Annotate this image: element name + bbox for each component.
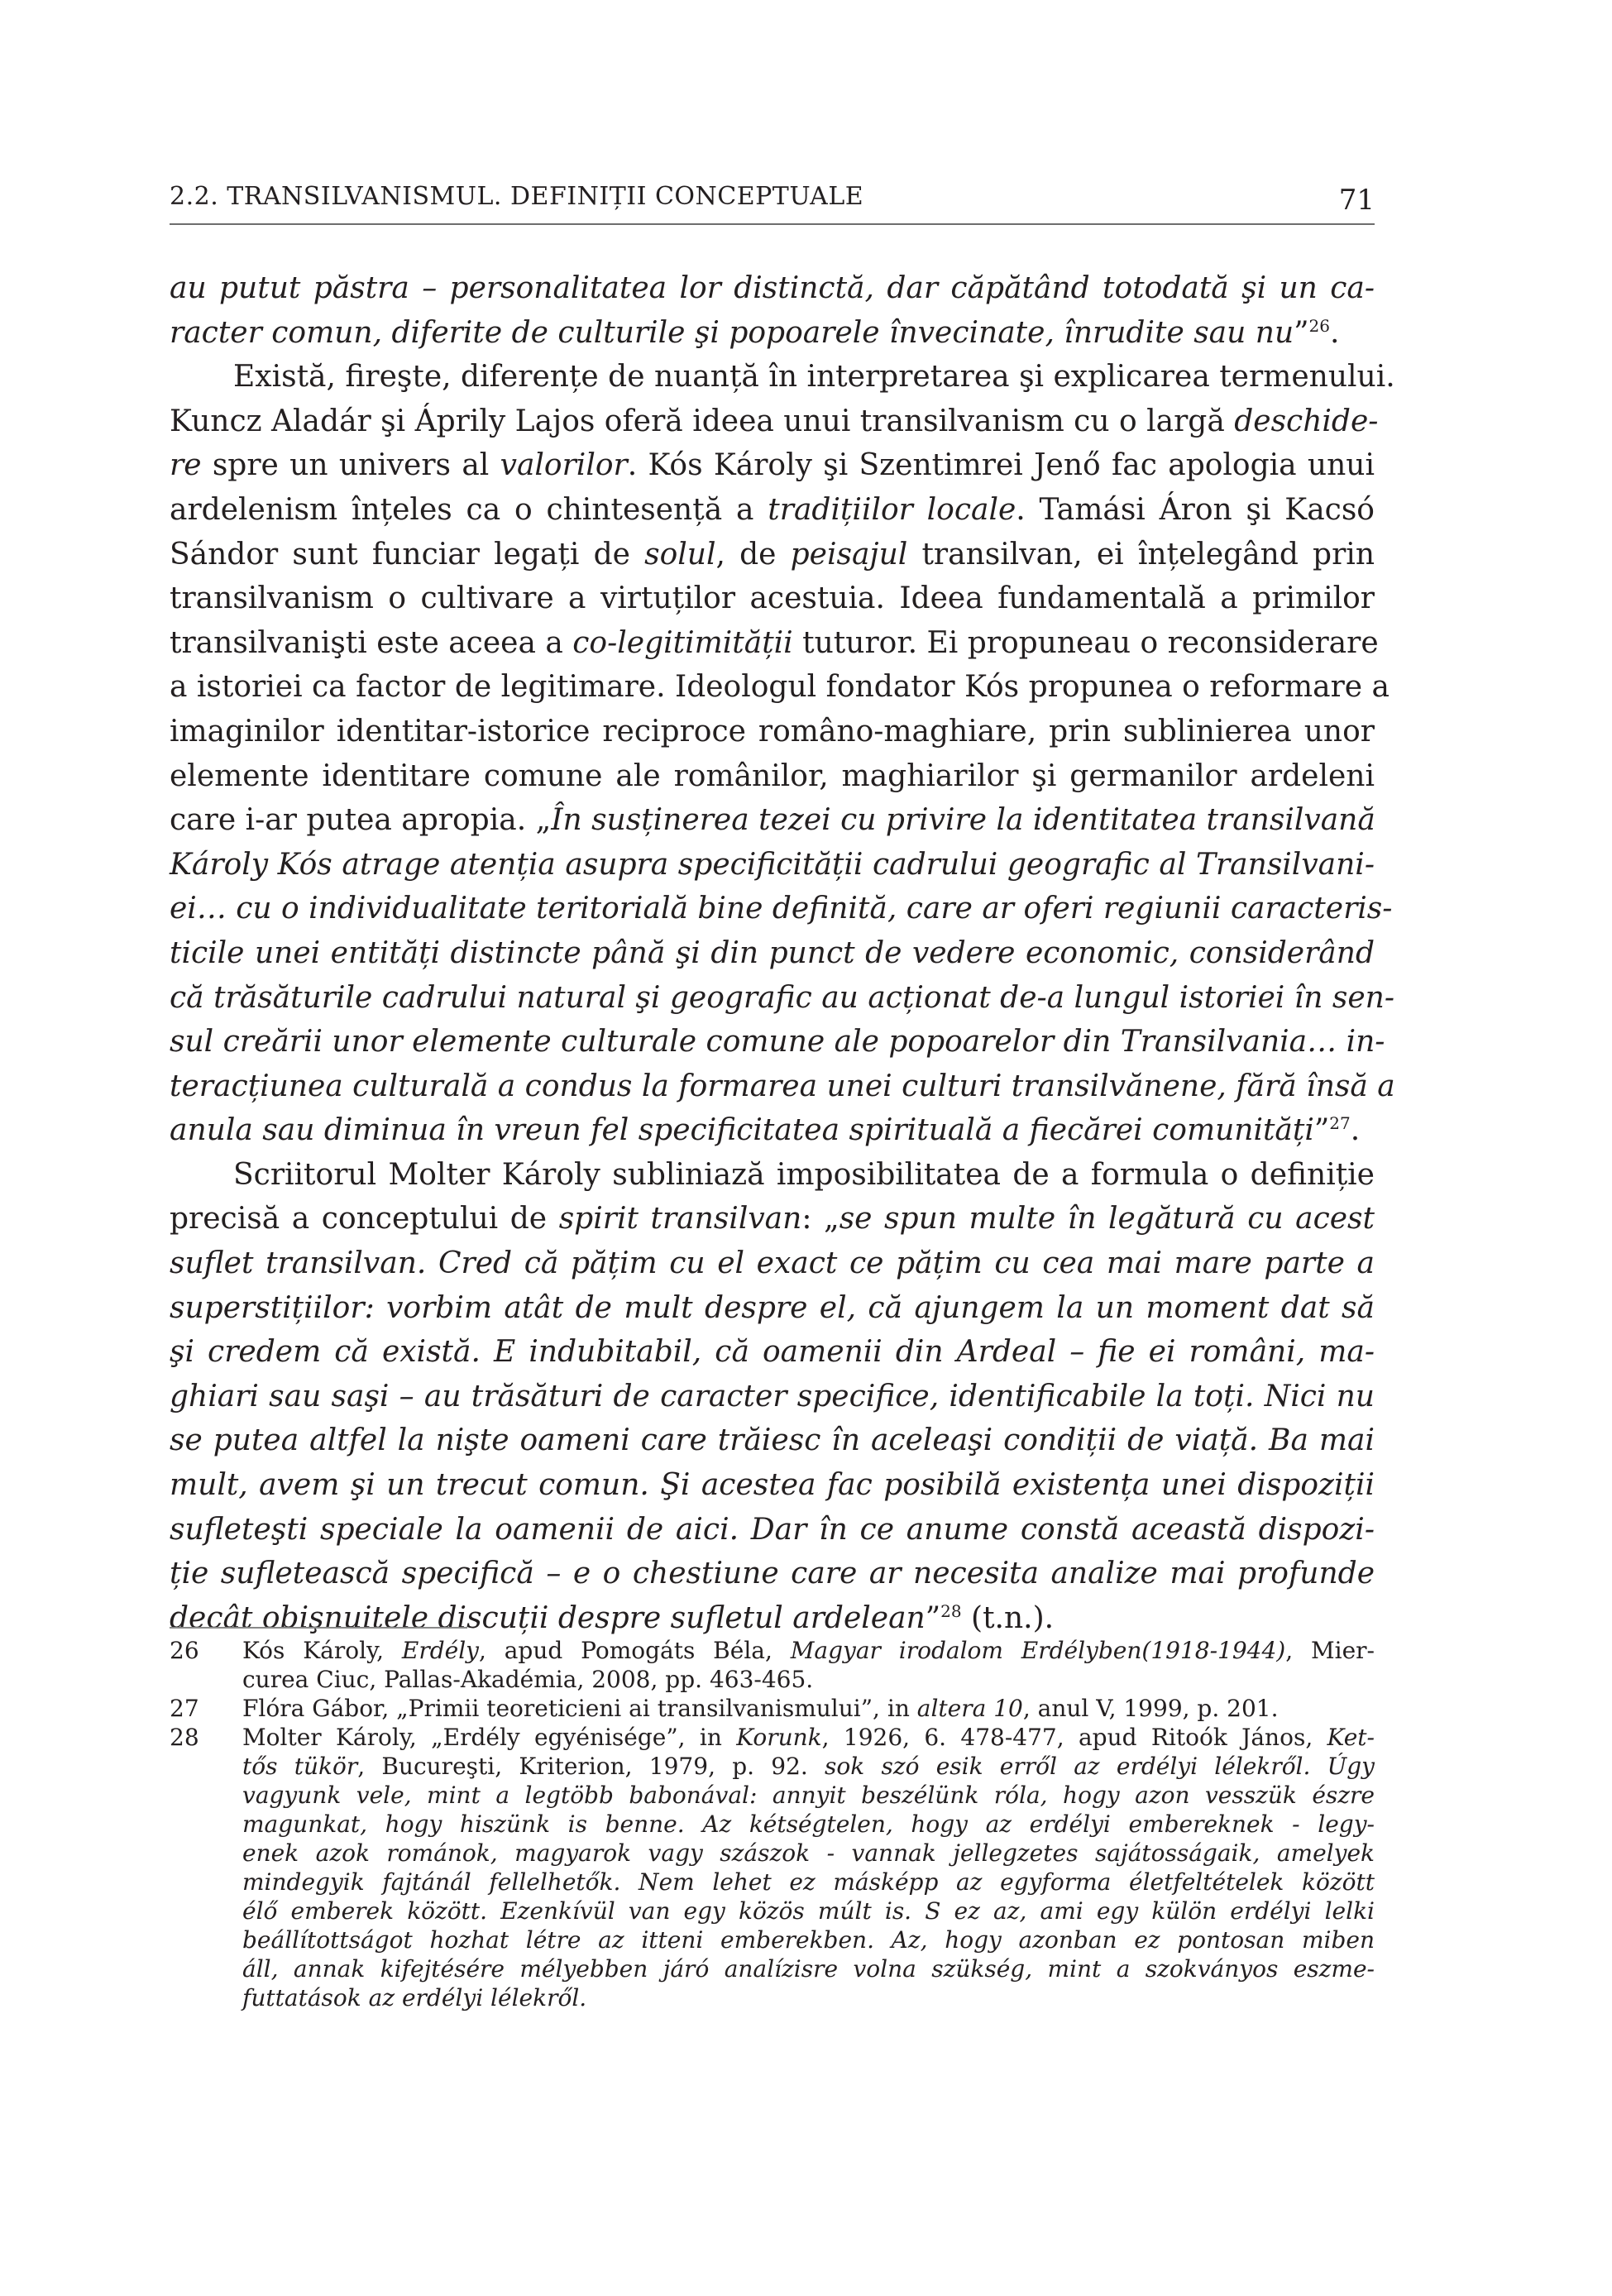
- italic-text: mindegyik fajtánál fellelhetők. Nem lehet ez másképp az egyforma életfeltételek között: [242, 1868, 1375, 1896]
- italic-text: peisajul: [790, 537, 908, 572]
- text-line: [170, 1508, 1375, 1552]
- text-line: [170, 1108, 1375, 1153]
- text-run: . Tamási Áron şi Kacsó: [1016, 492, 1375, 527]
- footnote-line: [242, 1954, 1375, 1983]
- italic-text: ízisre volna szükség, mint a szokványos eszme-: [774, 1955, 1375, 1983]
- italic-text: élő emberek között. Ezenkívül van egy közös múlt is. S ez az, ami egy külön erdélyi lelki: [242, 1897, 1375, 1925]
- text-line: [170, 710, 1375, 754]
- text-run: , 1926, 6. 478-477, apud Ritoók János,: [821, 1724, 1327, 1751]
- italic-text: superstițiilor: vorbim atât de mult despre el, că ajungem la un moment dat să: [170, 1290, 1375, 1325]
- text-run: . Kós Károly şi Szentimrei Jenő fac apologia unui: [627, 448, 1375, 483]
- text-run: Flóra Gábor, „Primii teoreticieni ai transilvanismului”, in: [242, 1695, 917, 1722]
- italic-text: ție sufletească specifică – e o chestiune care ar necesita analize mai profunde: [170, 1557, 1375, 1591]
- italic-text: solul: [644, 537, 716, 572]
- text-run: elemente identitare comune ale românilor, maghiarilor şi germanilor ardeleni: [170, 758, 1375, 793]
- footnote-line: [242, 1752, 1375, 1781]
- italic-text: se putea altfel la nişte oameni care trăiesc în aceleaşi condiții de viață. Ba mai: [170, 1423, 1375, 1458]
- italic-text: re: [170, 448, 202, 483]
- text-line: [170, 1197, 1375, 1241]
- text-run: spre un univers al: [201, 448, 500, 483]
- footnote-number: 28: [170, 1724, 199, 1751]
- page-header: [170, 180, 1375, 225]
- text-line: [170, 1375, 1375, 1419]
- italic-text: că trăsăturile cadrului natural şi geografic au acționat de-a lungul istoriei în sen-: [170, 980, 1395, 1015]
- footnote-divider: [170, 1627, 467, 1629]
- text-run: Există, fireşte, diferențe de nuanță în interpretarea şi explicarea termenului.: [233, 360, 1395, 395]
- italic-text: teracțiunea culturală a condus la formarea unei culturi transilvănene, fără însă a: [170, 1069, 1395, 1103]
- italic-text: co-legitimității: [572, 625, 793, 660]
- footnote-reference: 26: [1308, 315, 1330, 336]
- footnote-line: [242, 1983, 1375, 2012]
- footnote-reference: 27: [1329, 1113, 1351, 1134]
- text-run: transilvan, ei înțelegând prin: [907, 537, 1375, 572]
- italic-text: au putut păstra – personalitatea lor distinctă, dar căpătând totodată şi un ca-: [170, 271, 1375, 305]
- main-text: [170, 266, 1395, 1640]
- running-head: 2.2. TRANSILVANISMUL. DEFINIȚII CONCEPTUALE: [170, 182, 864, 211]
- text-run: , Mier-: [1285, 1637, 1375, 1664]
- text-line: [170, 1241, 1375, 1286]
- italic-text: În susținerea tezei cu privire la identitatea transilvană: [551, 803, 1375, 838]
- footnote-line: [242, 1665, 1375, 1694]
- text-run: transilvanism o cultivare a virtuților acestuia. Ideea fundamentală a primilor: [170, 581, 1375, 616]
- italic-text: suflet transilvan. Cred că pățim cu el exact ce pățim cu cea mai mare parte a: [170, 1246, 1375, 1281]
- text-run: transilvanişti este aceea a: [170, 625, 573, 660]
- italic-text: anula sau diminua în vreun fel specificitatea spirituală a fiecărei comunități: [170, 1113, 1314, 1148]
- italic-text: magunkat, hogy hiszünk is benne. Az kétségtelen, hogy az erdélyi embereknek - legy-: [242, 1810, 1375, 1838]
- italic-text: ghiari sau saşi – au trăsături de caracter specifice, identificabile la toți. Nici nu: [170, 1379, 1375, 1413]
- text-line: [170, 754, 1375, 799]
- text-run: Scriitorul Molter Károly subliniază imposibilitatea de a formula o definiție: [233, 1157, 1375, 1192]
- footnote-27: [170, 1694, 1375, 1723]
- text-line: [170, 576, 1375, 621]
- footnote-reference: 28: [940, 1600, 962, 1621]
- text-run: , Bucureşti, Kriterion, 1979, p. 92.: [357, 1753, 825, 1780]
- footnote-line: [242, 1839, 1375, 1868]
- text-run: .: [1350, 1113, 1361, 1148]
- text-line: [170, 1463, 1375, 1508]
- text-run: Kós Károly,: [242, 1637, 402, 1664]
- text-line: [170, 887, 1393, 931]
- text-run: (t.n.).: [961, 1600, 1055, 1635]
- text-line: [170, 311, 1375, 356]
- italic-text: şi credem că există. E indubitabil, că oamenii din Ardeal – fie ei români, ma-: [170, 1335, 1375, 1370]
- text-line: [170, 1330, 1375, 1375]
- footnote-26: [170, 1636, 1375, 1694]
- text-line: [170, 443, 1375, 488]
- text-line: [170, 1153, 1375, 1198]
- text-line: [170, 843, 1375, 887]
- text-line: [170, 533, 1375, 577]
- footnote-line: [242, 1723, 1375, 1752]
- text-line: [170, 1596, 1375, 1641]
- footnote-line: [242, 1897, 1375, 1925]
- italic-text: áll, annak kifejtésére mélyebben járó anal: [242, 1955, 775, 1983]
- text-run: ardelenism înțeles ca o chintesență a: [170, 492, 768, 527]
- text-line: [170, 355, 1395, 399]
- italic-text: Korunk: [736, 1724, 822, 1751]
- footnote-line: [242, 1636, 1375, 1665]
- footnote-text: [242, 1636, 1375, 1694]
- italic-text: altera 10: [916, 1695, 1023, 1722]
- footnote-line: [242, 1868, 1375, 1897]
- italic-text: sok szó esik erről az erdélyi lélekről. Úgy: [825, 1753, 1375, 1780]
- italic-text: ei… cu o individualitate teritorială bine definită, care ar oferi regiunii caracteris-: [170, 892, 1393, 926]
- italic-text: valorilor: [500, 448, 628, 483]
- text-run: Molter Károly, „Erdély egyénisége”, in: [242, 1724, 737, 1751]
- text-line: [170, 266, 1375, 311]
- text-run: curea Ciuc, Pallas-Akadémia, 2008, pp. 463-465.: [242, 1666, 814, 1693]
- italic-text: decât obişnuitele discuții despre sufletul ardelean: [170, 1600, 926, 1635]
- text-run: a istoriei ca factor de legitimare. Ideologul fondator Kós propunea o reformare a: [170, 670, 1390, 705]
- text-run: , apud Pomogáts Béla,: [478, 1637, 791, 1664]
- text-run: care i-ar putea apropia. „: [170, 803, 552, 838]
- footnote-number: 27: [170, 1695, 199, 1722]
- footnote-28: [170, 1723, 1375, 2012]
- page-number: 71: [1338, 184, 1375, 217]
- italic-text: tradițiilor locale: [768, 492, 1016, 527]
- italic-text: enek azok románok, magyarok vagy szászok - vannak jellegzetes sajátosságaik, amelyek: [242, 1839, 1375, 1867]
- text-line: [170, 1418, 1375, 1463]
- italic-text: beállítottságot hozhat létre az itteni emberekben. Az, hogy azonban ez pontosan miben: [242, 1926, 1375, 1954]
- text-line: [170, 798, 1375, 843]
- text-line: [170, 488, 1375, 533]
- text-line: [170, 399, 1379, 444]
- footnote-number: 26: [170, 1637, 199, 1664]
- footnote-text: [242, 1694, 1375, 1723]
- text-line: [170, 1552, 1375, 1596]
- italic-text: se spun multe în legătură cu acest: [839, 1202, 1375, 1236]
- text-run: ”: [925, 1600, 941, 1635]
- footnote-line: [242, 1694, 1375, 1723]
- footnote-text: [242, 1723, 1375, 2012]
- text-run: , de: [715, 537, 791, 572]
- footnote-line: [242, 1810, 1375, 1839]
- text-run: , anul V, 1999, p. 201.: [1022, 1695, 1279, 1722]
- italic-text: tős tükör: [242, 1753, 358, 1780]
- footnote-line: [242, 1781, 1375, 1810]
- text-run: tuturor. Ei propuneau o reconsiderare: [792, 625, 1379, 660]
- text-run: ”: [1313, 1113, 1330, 1148]
- text-line: [170, 1064, 1395, 1109]
- italic-text: spirit transilvan: [558, 1202, 802, 1236]
- italic-text: Erdély: [401, 1637, 479, 1664]
- text-run: : „: [801, 1202, 839, 1236]
- text-run: precisă a conceptului de: [170, 1202, 559, 1236]
- italic-text: racter comun, diferite de culturile şi popoarele învecinate, înrudite sau nu: [170, 315, 1294, 350]
- italic-text: deschide-: [1234, 404, 1379, 438]
- text-line: [170, 621, 1379, 666]
- italic-text: Károly Kós atrage atenția asupra specificității cadrului geografic al Transilvani-: [170, 847, 1375, 882]
- text-run: ”: [1294, 315, 1309, 350]
- text-run: .: [1330, 315, 1340, 350]
- text-line: [170, 1020, 1385, 1064]
- text-line: [170, 976, 1395, 1021]
- italic-text: ticile unei entități distincte până şi din punct de vedere economic, considerând: [170, 935, 1375, 970]
- text-run: Sándor sunt funciar legați de: [170, 537, 645, 572]
- italic-text: Magyar irodalom Erdélyben(1918-1944): [790, 1637, 1286, 1664]
- italic-text: sufleteşti speciale la oamenii de aici. Dar în ce anume constă această dispozi-: [170, 1512, 1375, 1547]
- text-line: [170, 665, 1390, 710]
- text-run: imaginilor identitar-istorice reciproce româno-maghiare, prin sublinierea unor: [170, 714, 1375, 749]
- footnotes: [170, 1636, 1375, 2012]
- italic-text: mult, avem şi un trecut comun. Şi acestea fac posibilă existența unei dispoziții: [170, 1468, 1375, 1503]
- footnote-line: [242, 1925, 1375, 1954]
- italic-text: sul creării unor elemente culturale comune ale popoarelor din Transilvania… in-: [170, 1025, 1385, 1060]
- italic-text: futtatások az erdélyi lélekről.: [242, 1984, 587, 2011]
- text-line: [170, 931, 1375, 976]
- italic-text: Ket-: [1327, 1724, 1375, 1751]
- italic-text: vagyunk vele, mint a legtöbb babonával: annyit beszélünk róla, hogy azon vesszük észre: [242, 1782, 1375, 1809]
- text-line: [170, 1286, 1375, 1331]
- text-run: Kuncz Aladár şi Áprily Lajos oferă ideea unui transilvanism cu o largă: [170, 404, 1235, 438]
